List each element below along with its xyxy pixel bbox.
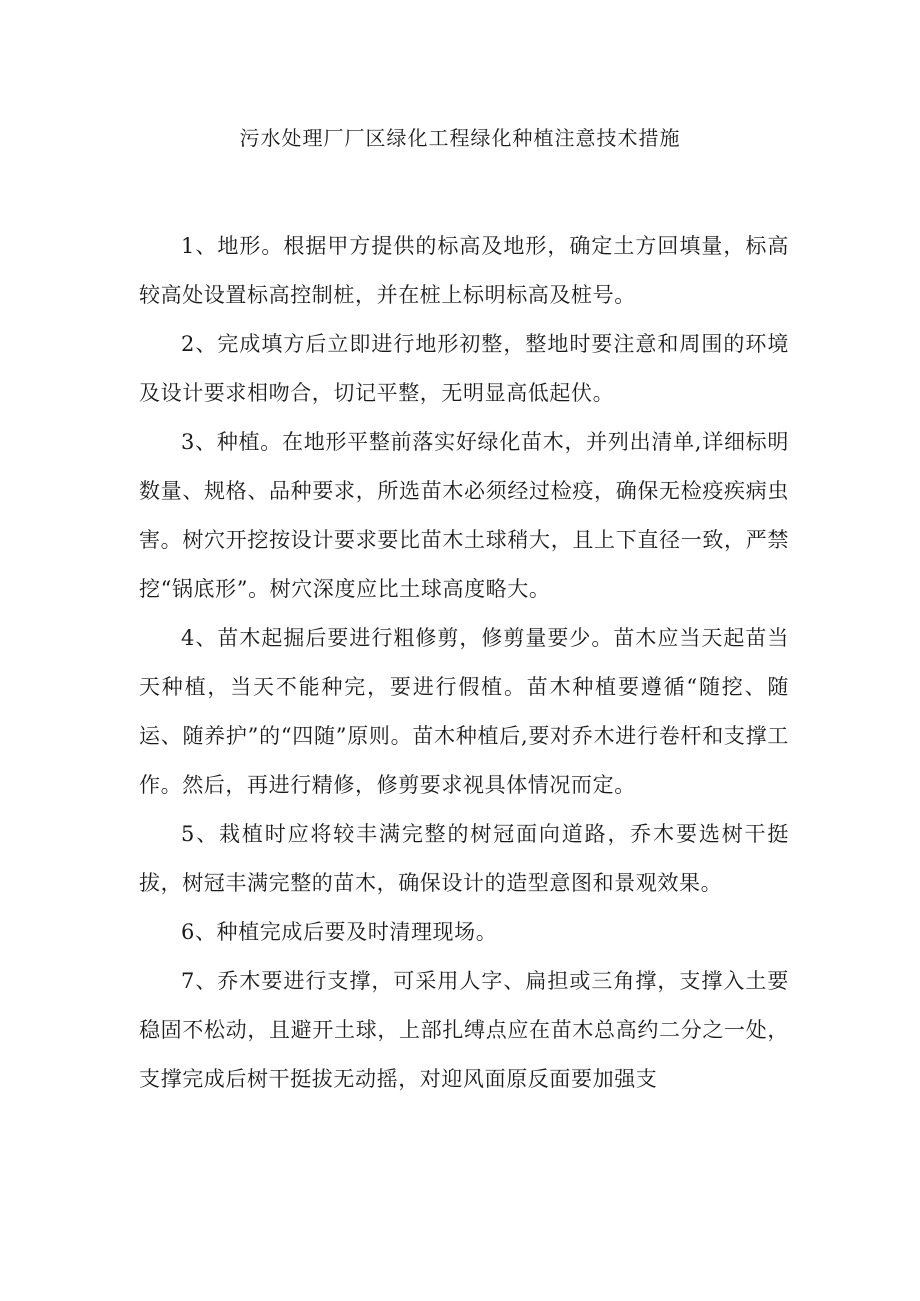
paragraph-3: 3、种植。在地形平整前落实好绿化苗木，并列出清单,详细标明数量、规格、品种要求，所选苗木必须经过检疫，确保无检疫疾病虫害。树穴开挖按设计要求要比苗木土球稍大，且上下直径一致，严禁挖“锅底形”。树穴深度应比土球高度略大。 [139,430,789,601]
paragraph-5: 5、栽植时应将较丰满完整的树冠面向道路，乔木要选树干挺拔，树冠丰满完整的苗木，确保设计的造型意图和景观效果。 [139,822,789,895]
paragraph-1: 1、地形。根据甲方提供的标高及地形，确定土方回填量，标高较高处设置标高控制桩，并在桩上标明标高及桩号。 [139,234,789,307]
paragraph-6: 6、种植完成后要及时清理现场。 [181,920,498,944]
paragraph-2: 2、完成填方后立即进行地形初整，整地时要注意和周围的环境及设计要求相吻合，切记平整，无明显高低起伏。 [139,332,789,405]
document-title: 污水处理厂厂区绿化工程绿化种植注意技术措施 [239,126,681,150]
paragraph-4: 4、苗木起掘后要进行粗修剪，修剪量要少。苗木应当天起苗当天种植，当天不能种完，要进行假植。苗木种植要遵循“随挖、随运、随养护”的“四随”原则。苗木种植后,要对乔木进行卷杆和支撑工作。然后，再进行精修，修剪要求视具体情况而定。 [139,626,789,797]
paragraph-7: 7、乔木要进行支撑，可采用人字、扁担或三角撑，支撑入土要稳固不松动，且避开土球，上部扎缚点应在苗木总高约二分之一处，支撑完成后树干挺拔无动摇，对迎风面原反面要加强支 [139,969,789,1091]
document-body [139,222,789,1104]
